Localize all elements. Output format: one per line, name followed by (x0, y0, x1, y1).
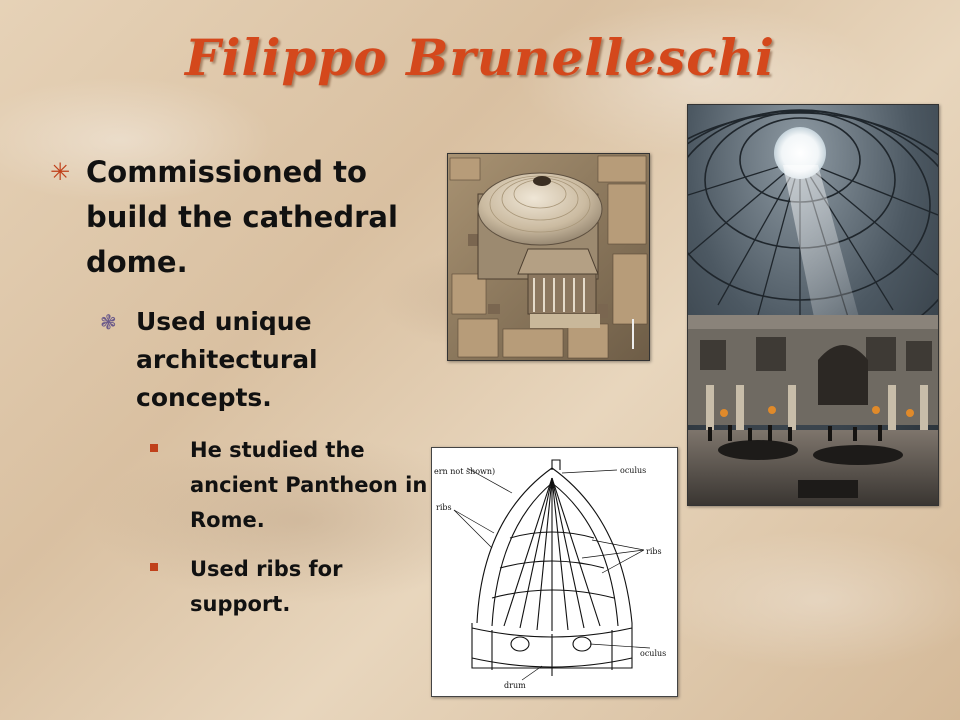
bullet-level3-ribs (150, 552, 430, 622)
bullet-level1-text: Commissioned to build the cathedral dome. (86, 155, 398, 279)
bullet-level2 (100, 303, 430, 417)
diagram-label-lantern: ern not shown) (434, 467, 496, 476)
diagram-label-ribs-left: ribs (436, 503, 452, 512)
star-bullet-icon: ✳ (50, 158, 71, 186)
diagram-label-oculus-bottom: oculus (640, 649, 667, 658)
pantheon-interior-photo (687, 104, 939, 506)
bullet-level3-text: Used ribs for support. (190, 557, 343, 616)
bullet-level3-text: He studied the ancient Pantheon in Rome. (190, 438, 428, 532)
flower-bullet-icon: ❃ (100, 310, 117, 334)
diagram-label-ribs-right: ribs (646, 547, 662, 556)
square-bullet-icon (150, 563, 158, 571)
bullet-list (50, 150, 430, 622)
bullet-level2-text: Used unique architectural concepts. (136, 307, 318, 412)
dome-diagram (431, 447, 678, 697)
bullet-level3-pantheon (150, 433, 430, 538)
diagram-label-oculus-top: oculus (620, 466, 647, 475)
square-bullet-icon (150, 444, 158, 452)
slide-title: Filippo Brunelleschi (184, 28, 776, 87)
bullet-level1 (50, 150, 430, 285)
diagram-label-drum: drum (504, 681, 526, 690)
pantheon-aerial-photo (447, 153, 650, 361)
